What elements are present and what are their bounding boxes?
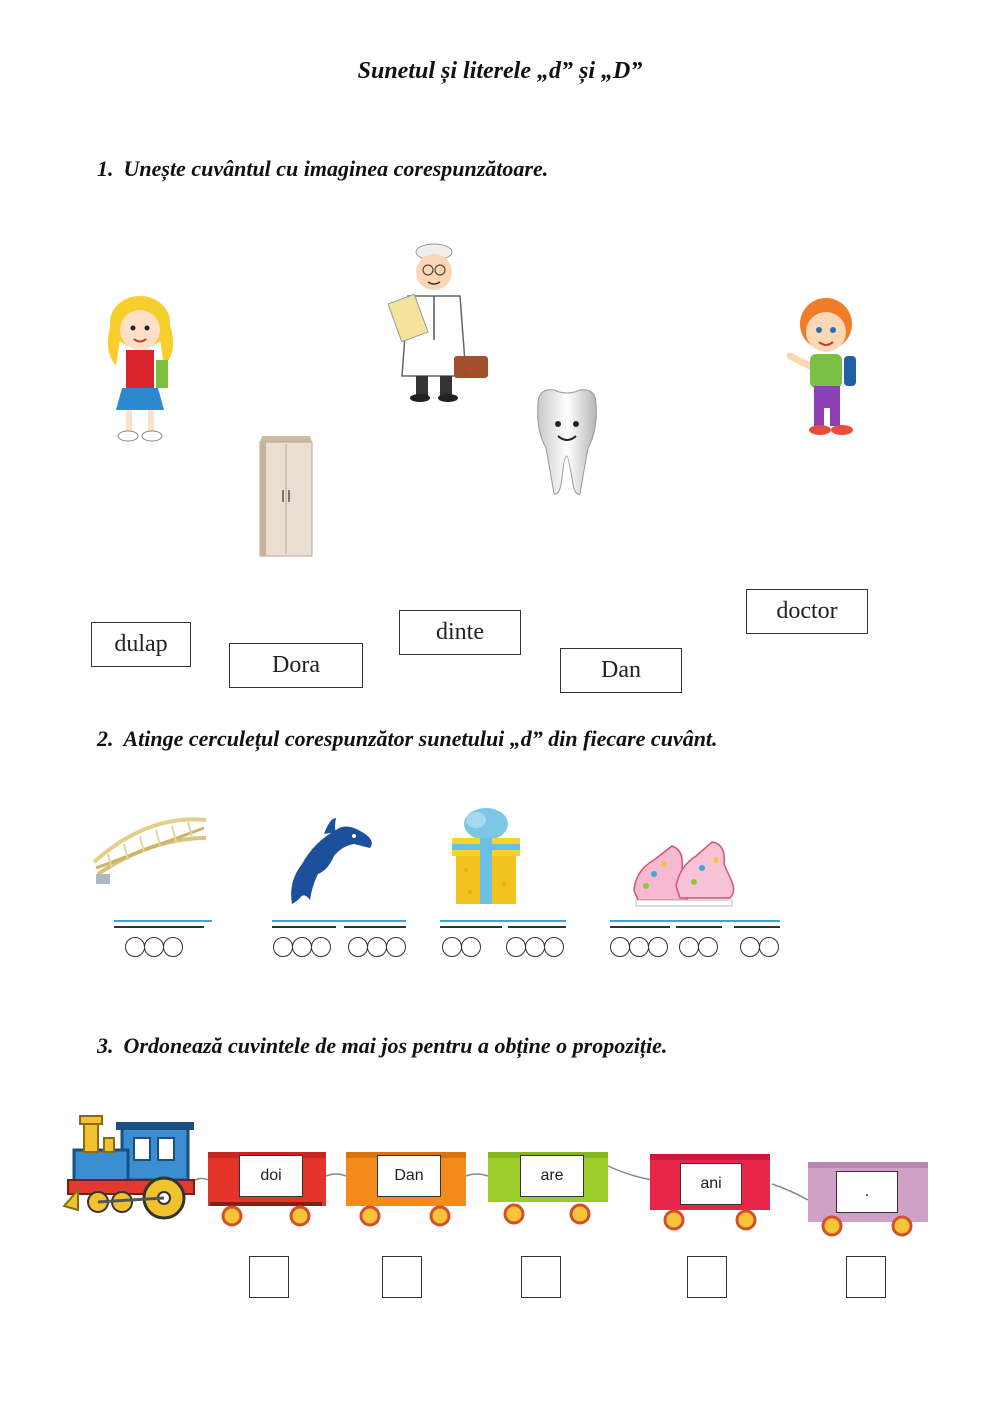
task-text: Atinge cerculețul corespunzător sunetului „d” din fiecare cuvânt. xyxy=(123,726,718,751)
bridge-picture xyxy=(88,808,212,888)
wardrobe-picture xyxy=(256,432,316,560)
page-title: Sunetul și literele „d” și „D” xyxy=(357,58,643,84)
task-2-heading xyxy=(97,726,718,752)
answer-line xyxy=(114,926,204,928)
sound-circle[interactable] xyxy=(163,937,183,957)
word-box-dinte[interactable]: dinte xyxy=(399,610,521,655)
syllable-circles xyxy=(442,937,480,957)
wagon-word[interactable]: are xyxy=(520,1155,584,1197)
wagon-word[interactable]: ani xyxy=(680,1163,742,1205)
syllable-circles xyxy=(506,937,563,957)
wagon-word[interactable]: . xyxy=(836,1171,898,1213)
task-number: 1. xyxy=(97,156,114,181)
boy-picture xyxy=(786,290,866,442)
answer-line xyxy=(734,926,780,928)
sandals-picture xyxy=(632,820,742,914)
order-answer-box[interactable] xyxy=(846,1256,886,1298)
task-1-heading xyxy=(97,156,548,182)
answer-line xyxy=(344,926,406,928)
sound-circle[interactable] xyxy=(544,937,564,957)
sound-circle[interactable] xyxy=(311,937,331,957)
order-answer-box[interactable] xyxy=(687,1256,727,1298)
sound-circle[interactable] xyxy=(648,937,668,957)
sound-circle[interactable] xyxy=(125,937,145,957)
train-picture xyxy=(60,1110,940,1240)
sound-circle[interactable] xyxy=(629,937,649,957)
sound-circle[interactable] xyxy=(273,937,293,957)
answer-line xyxy=(610,926,670,928)
word-box-doctor[interactable]: doctor xyxy=(746,589,868,634)
sound-circle[interactable] xyxy=(610,937,630,957)
sound-circle[interactable] xyxy=(759,937,779,957)
sound-circle[interactable] xyxy=(348,937,368,957)
sound-circle[interactable] xyxy=(506,937,526,957)
answer-line xyxy=(272,926,336,928)
locomotive xyxy=(64,1116,194,1218)
word-box-dulap[interactable]: dulap xyxy=(91,622,191,667)
girl-picture xyxy=(98,290,182,446)
syllable-circles xyxy=(679,937,717,957)
dolphin-picture xyxy=(284,812,378,908)
answer-line xyxy=(114,920,212,922)
sound-circle[interactable] xyxy=(740,937,760,957)
word-box-dora[interactable]: Dora xyxy=(229,643,363,688)
answer-line xyxy=(676,926,722,928)
wagon-word[interactable]: Dan xyxy=(377,1155,441,1197)
task-text: Unește cuvântul cu imaginea corespunzătoare. xyxy=(123,156,549,181)
sound-circle[interactable] xyxy=(679,937,699,957)
order-answer-box[interactable] xyxy=(521,1256,561,1298)
task-text: Ordonează cuvintele de mai jos pentru a obține o propoziție. xyxy=(123,1033,668,1058)
answer-line xyxy=(440,926,502,928)
task-number: 3. xyxy=(97,1033,114,1058)
sound-circle[interactable] xyxy=(386,937,406,957)
answer-line xyxy=(272,920,406,922)
wagon-word[interactable]: doi xyxy=(239,1155,303,1197)
task-number: 2. xyxy=(97,726,114,751)
sound-circle[interactable] xyxy=(442,937,462,957)
answer-line xyxy=(440,920,566,922)
answer-line xyxy=(508,926,566,928)
syllable-circles xyxy=(740,937,778,957)
order-answer-box[interactable] xyxy=(249,1256,289,1298)
sound-circle[interactable] xyxy=(292,937,312,957)
gift-picture xyxy=(446,804,526,908)
sound-circle[interactable] xyxy=(698,937,718,957)
syllable-circles xyxy=(273,937,330,957)
syllable-circles xyxy=(125,937,182,957)
sound-circle[interactable] xyxy=(367,937,387,957)
doctor-picture xyxy=(388,240,492,404)
tooth-picture xyxy=(530,386,604,498)
sound-circle[interactable] xyxy=(525,937,545,957)
answer-line xyxy=(610,920,780,922)
svg-text:+: + xyxy=(465,361,477,375)
syllable-circles xyxy=(610,937,667,957)
order-answer-box[interactable] xyxy=(382,1256,422,1298)
syllable-circles xyxy=(348,937,405,957)
sound-circle[interactable] xyxy=(144,937,164,957)
task-3-heading xyxy=(97,1033,667,1059)
word-box-dan[interactable]: Dan xyxy=(560,648,682,693)
sound-circle[interactable] xyxy=(461,937,481,957)
